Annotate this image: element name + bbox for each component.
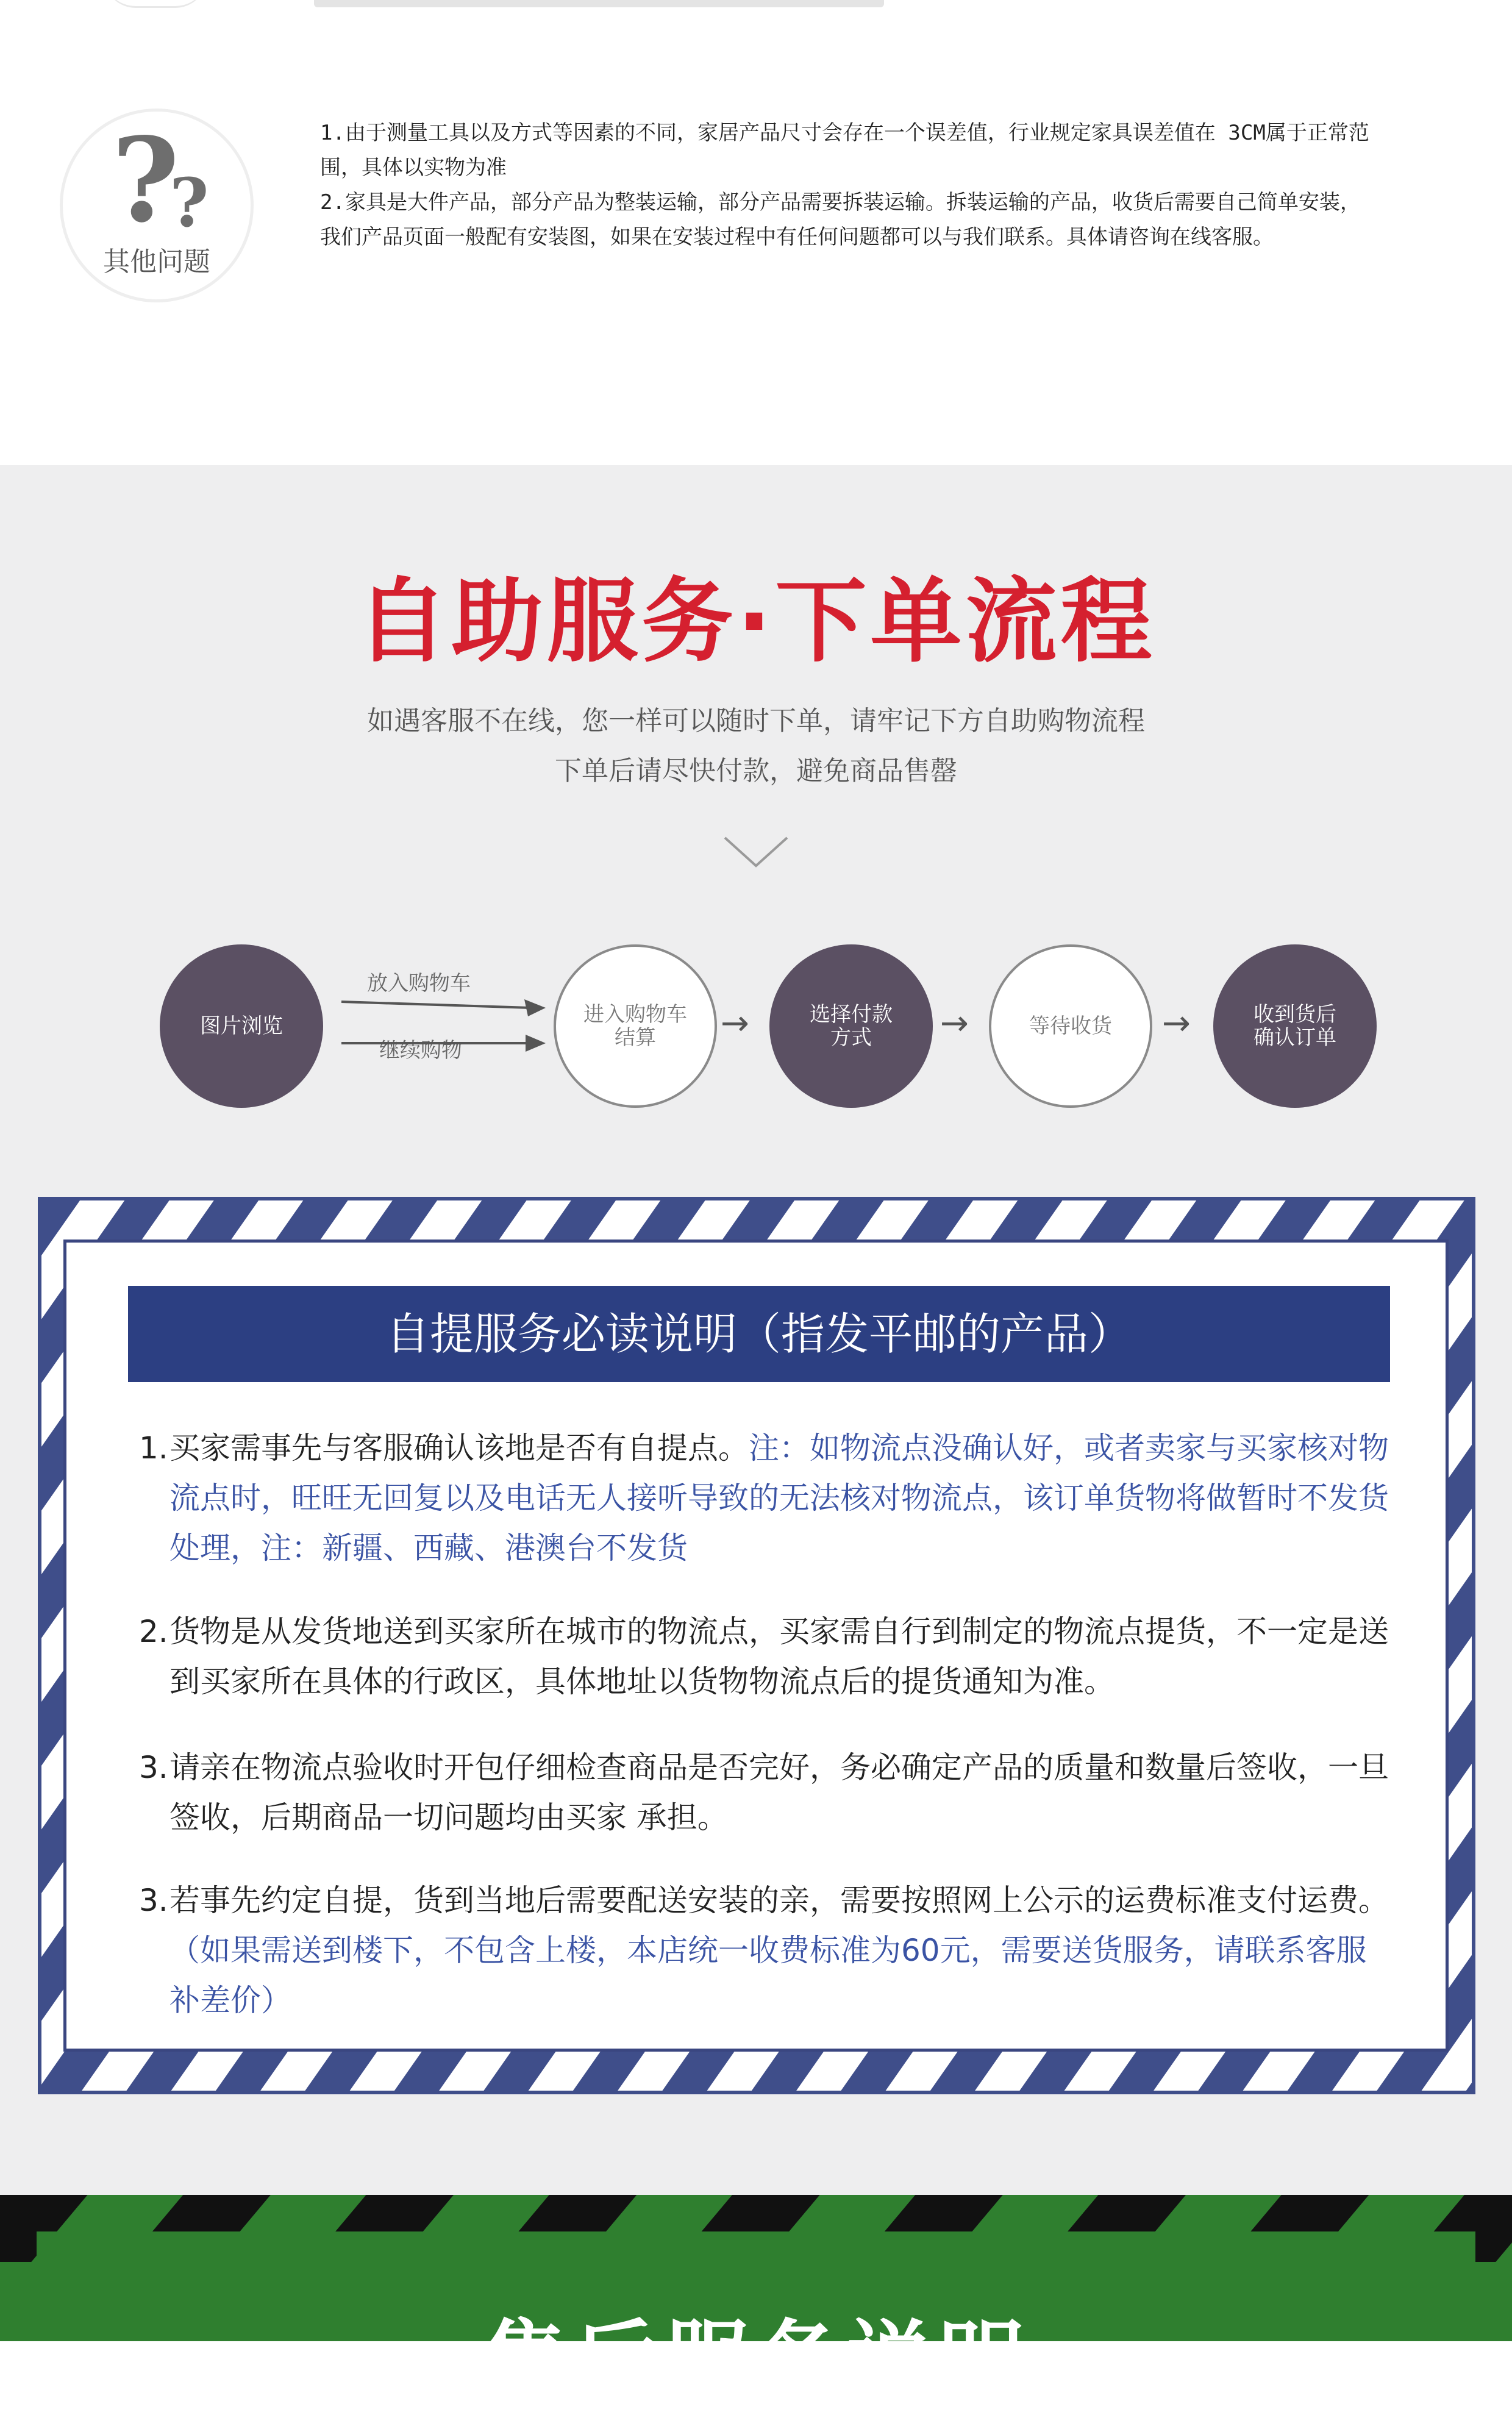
flow-step-wait: 等待收货: [989, 944, 1152, 1108]
other-questions-notes: [320, 116, 1381, 255]
pickup-rule-2: [139, 1607, 1389, 1707]
flow-step-cart: [554, 944, 717, 1108]
flow-step-payment-line1: 选择付款: [810, 1002, 893, 1027]
rule-number: 3.: [139, 1750, 168, 1785]
flow-branch-continue: 继续购物: [379, 1038, 462, 1063]
pickup-rule-4: [139, 1875, 1389, 2025]
self-service-section: [0, 465, 1512, 2195]
flow-step-confirm: [1213, 944, 1377, 1108]
top-decoration: [104, 0, 207, 8]
note-item: 2.家具是大件产品，部分产品为整装运输，部分产品需要拆装运输。拆装运输的产品，收货后需要自己简单安装，我们产品页面一般配有安装图，如果在安装过程中有任何问题都可以与我们联系。具体请咨询在线客服。: [320, 190, 1361, 249]
service-subtitle: 下单后请尽快付款，避免商品售罄: [555, 755, 957, 787]
flow-branch-arrows: [341, 990, 549, 1057]
flow-branch-add-cart: 放入购物车: [367, 971, 471, 996]
rule-note: （如果需送到楼下，不包含上楼，本店统一收费标准为60元，需要送货服务，请联系客服补差价）: [169, 1933, 1367, 2018]
flow-step-payment-line2: 方式: [830, 1026, 872, 1050]
flow-arrow-icon: →: [721, 1004, 749, 1043]
rule-number: 3.: [139, 1883, 168, 1918]
pickup-rule-1: [139, 1423, 1389, 1573]
flow-step-browse: 图片浏览: [160, 944, 323, 1108]
top-image-edge: [314, 0, 884, 7]
chevron-down-icon: [722, 834, 790, 871]
rule-text: 若事先约定自提，货到当地后需要配送安装的亲，需要按照网上公示的运费标准支付运费。: [169, 1883, 1389, 1918]
rule-text: 买家需事先与客服确认该地是否有自提点。: [169, 1430, 749, 1466]
rule-number: 1.: [139, 1430, 168, 1466]
flow-step-confirm-line1: 收到货后: [1253, 1002, 1336, 1027]
pickup-rule-3: [139, 1743, 1389, 1842]
question-mark-icon: ?: [112, 112, 180, 248]
rule-text: 请亲在物流点验收时开包仔细检查商品是否完好，务必确定产品的质量和数量后签收，一旦签收，后期商品一切问题均由买家 承担。: [169, 1750, 1389, 1835]
flow-step-payment: [769, 944, 933, 1108]
question-mark-small-icon: ?: [169, 163, 209, 242]
note-item: 1.由于测量工具以及方式等因素的不同，家居产品尺寸会存在一个误差值，行业规定家具误差值在 3CM属于正常范围，具体以实物为准: [320, 121, 1369, 180]
flow-step-cart-line1: 进入购物车: [583, 1002, 687, 1027]
service-title: 自助服务·下单流程: [356, 569, 1156, 675]
after-sale-title: 售后服务说明: [481, 2311, 1030, 2411]
other-questions-label: 其他问题: [103, 246, 210, 277]
rule-number: 2.: [139, 1614, 168, 1649]
flow-step-confirm-line2: 确认订单: [1253, 1026, 1336, 1050]
flow-step-cart-line2: 结算: [615, 1026, 656, 1050]
service-subtitle: 如遇客服不在线，您一样可以随时下单，请牢记下方自助购物流程: [367, 705, 1145, 737]
after-sale-section: [0, 2195, 1512, 2411]
rule-note: 注：如物流点没确认好，或者卖家与买家核对物流点时，旺旺无回复以及电话无人接听导致的无法核对物流点，该订单货物将做暂时不发货处理，注：新疆、西藏、港澳台不发货: [169, 1430, 1389, 1566]
rule-text: 货物是从发货地送到买家所在城市的物流点，买家需自行到制定的物流点提货，不一定是送到买家所在具体的行政区，具体地址以货物物流点后的提货通知为准。: [169, 1614, 1389, 1699]
flow-arrow-icon: →: [1162, 1004, 1191, 1043]
flow-arrow-icon: →: [940, 1004, 969, 1043]
pickup-banner: 自提服务必读说明（指发平邮的产品）: [128, 1286, 1390, 1382]
other-questions-badge: [60, 109, 254, 302]
